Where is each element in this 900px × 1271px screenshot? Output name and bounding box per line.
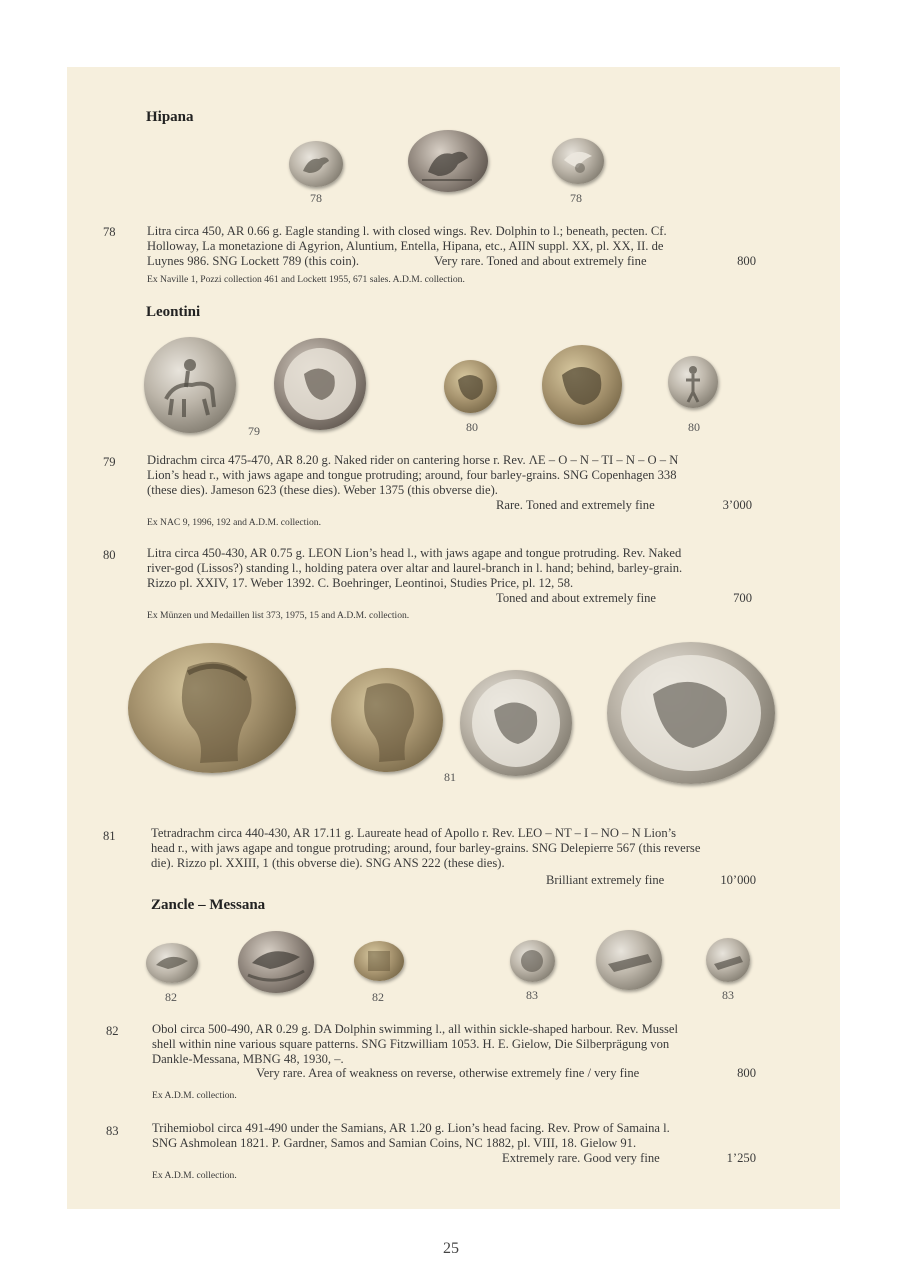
lot-grade: Toned and about extremely fine: [496, 591, 656, 605]
coin-80-obverse-enlarged: [542, 345, 622, 425]
caption-79: 79: [248, 424, 260, 438]
lot-grade: Very rare. Area of weakness on reverse, otherwise extremely fine / very fine: [256, 1066, 640, 1080]
coin-78-obverse: [289, 141, 343, 187]
caption-78: 78: [570, 191, 582, 205]
lot-price: 3’000: [722, 498, 752, 512]
lot-grade: Brilliant extremely fine: [546, 873, 665, 887]
lot-number: 80: [103, 548, 116, 562]
lot-description: Didrachm circa 475-470, AR 8.20 g. Naked rider on cantering horse r. Rev. ΛE – O – N – TI – N – O – N Lion’s head r., with jaws agape and tongue protruding; around, four barley-grains. SNG Copenhagen 338 (these dies). Jameson 623 (these dies). Weber 1375 (this obverse die).: [147, 453, 679, 497]
lion-head-icon: [444, 360, 497, 413]
lot-grade: Rare. Toned and extremely fine: [496, 498, 655, 512]
coin-81-obverse: [331, 668, 443, 772]
coin-83-reverse: [706, 938, 750, 982]
lot-price: 800: [737, 254, 756, 268]
coin-79-reverse: [274, 338, 366, 430]
lot-grade: Extremely rare. Good very fine: [502, 1151, 660, 1165]
eagle-icon: [289, 141, 343, 187]
horse-rider-icon: [144, 337, 236, 433]
coin-83-obverse: [510, 940, 555, 982]
lot-provenance: Ex A.D.M. collection.: [152, 1090, 237, 1101]
caption-82: 82: [372, 990, 384, 1004]
lot-number: 81: [103, 829, 116, 843]
lot-price: 1’250: [726, 1151, 756, 1165]
lot-provenance: Ex Naville 1, Pozzi collection 461 and Lockett 1955, 671 sales. A.D.M. collection.: [147, 274, 465, 285]
eagle-icon: [408, 130, 488, 192]
coin-80-obverse: [444, 360, 497, 413]
coin-79-obverse: [144, 337, 236, 433]
river-god-icon: [668, 356, 718, 408]
coin-78-obverse-enlarged: [408, 130, 488, 192]
caption-80: 80: [466, 420, 478, 434]
coin-82-obverse: [146, 943, 198, 983]
lion-head-icon: [274, 338, 366, 430]
caption-83: 83: [722, 988, 734, 1002]
shell-icon: [354, 941, 404, 981]
caption-80: 80: [688, 420, 700, 434]
lot-provenance: Ex NAC 9, 1996, 192 and A.D.M. collection.: [147, 517, 322, 528]
lot-price: 700: [733, 591, 752, 605]
lot-description: Litra circa 450, AR 0.66 g. Eagle standing l. with closed wings. Rev. Dolphin to l.; beneath, pecten. Cf. Holloway, La monetazione di Agyrion, Aluntium, Entella, Hipana, etc., AIIN suppl. XX, pl. XX, II. de Luynes 986. SNG Lockett 789 (this coin).: [147, 224, 667, 268]
section-heading-hipana: Hipana: [146, 109, 194, 125]
lot-description: Tetradrachm circa 440-430, AR 17.11 g. Laureate head of Apollo r. Rev. LEO – NT – I – NO – N Lion’s head r., with jaws agape and tongue protruding; around, four barley-grains. SNG Delepierre 567 (this reverse die). Rizzo pl. XXIII, 1 (this obverse die). SNG ANS 222 (these dies).: [151, 826, 701, 870]
lion-head-icon: [607, 642, 775, 784]
coin-80-reverse: [668, 356, 718, 408]
dolphin-icon: [146, 943, 198, 983]
lot-grade: Very rare. Toned and about extremely fine: [434, 254, 647, 268]
coin-81-obverse-enlarged: [128, 643, 296, 773]
lot-description: Litra circa 450-430, AR 0.75 g. LEON Lion’s head l., with jaws agape and tongue protruding. Rev. Naked river-god (Lissos?) standing l., holding patera over altar and laurel-branch in l. hand; behind, barley-grain. Rizzo pl. XXIV, 17. Weber 1392. C. Boehringer, Leontinoi, Studies Price, pl. 12, 58.: [147, 546, 683, 590]
lion-head-icon: [460, 670, 572, 776]
caption-82: 82: [165, 990, 177, 1004]
caption-83: 83: [526, 988, 538, 1002]
lot-provenance: Ex A.D.M. collection.: [152, 1170, 237, 1181]
prow-icon: [596, 930, 662, 990]
apollo-head-icon: [331, 668, 443, 772]
coin-81-reverse: [460, 670, 572, 776]
lot-description: Obol circa 500-490, AR 0.29 g. DA Dolphin swimming l., all within sickle-shaped harbour. Rev. Mussel shell within nine various square patterns. SNG Fitzwilliam 1053. H. E. Gielow, Die Silberprägung von Dankle-Messana, MBNG 48, 1930, –.: [152, 1022, 678, 1066]
lot-number: 83: [106, 1124, 119, 1138]
section-heading-leontini: Leontini: [146, 304, 201, 320]
page-number: 25: [443, 1240, 459, 1257]
lion-head-icon: [542, 345, 622, 425]
apollo-head-icon: [128, 643, 296, 773]
caption-78: 78: [310, 191, 322, 205]
caption-81: 81: [444, 770, 456, 784]
lot-number: 82: [106, 1024, 119, 1038]
lot-provenance: Ex Münzen und Medaillen list 373, 1975, 15 and A.D.M. collection.: [147, 610, 410, 621]
dolphin-icon: [238, 931, 314, 993]
dolphin-icon: [552, 138, 604, 184]
coin-82-obverse-enlarged: [238, 931, 314, 993]
lot-number: 79: [103, 455, 116, 469]
lion-head-icon: [510, 940, 555, 982]
coin-78-reverse: [552, 138, 604, 184]
coin-82-reverse: [354, 941, 404, 981]
coin-81-reverse-enlarged: [607, 642, 775, 784]
section-heading-zancle-messana: Zancle – Messana: [151, 897, 266, 913]
coin-83-reverse-enlarged: [596, 930, 662, 990]
lot-description: Trihemiobol circa 491-490 under the Samians, AR 1.20 g. Lion’s head facing. Rev. Prow of Samaina l. SNG Ashmolean 1821. P. Gardner, Samos and Samian Coins, NC 1882, pl. VIII, 18. Gielow 91.: [152, 1121, 670, 1150]
lot-price: 10’000: [720, 873, 756, 887]
lot-number: 78: [103, 225, 116, 239]
prow-icon: [706, 938, 750, 982]
lot-price: 800: [737, 1066, 756, 1080]
